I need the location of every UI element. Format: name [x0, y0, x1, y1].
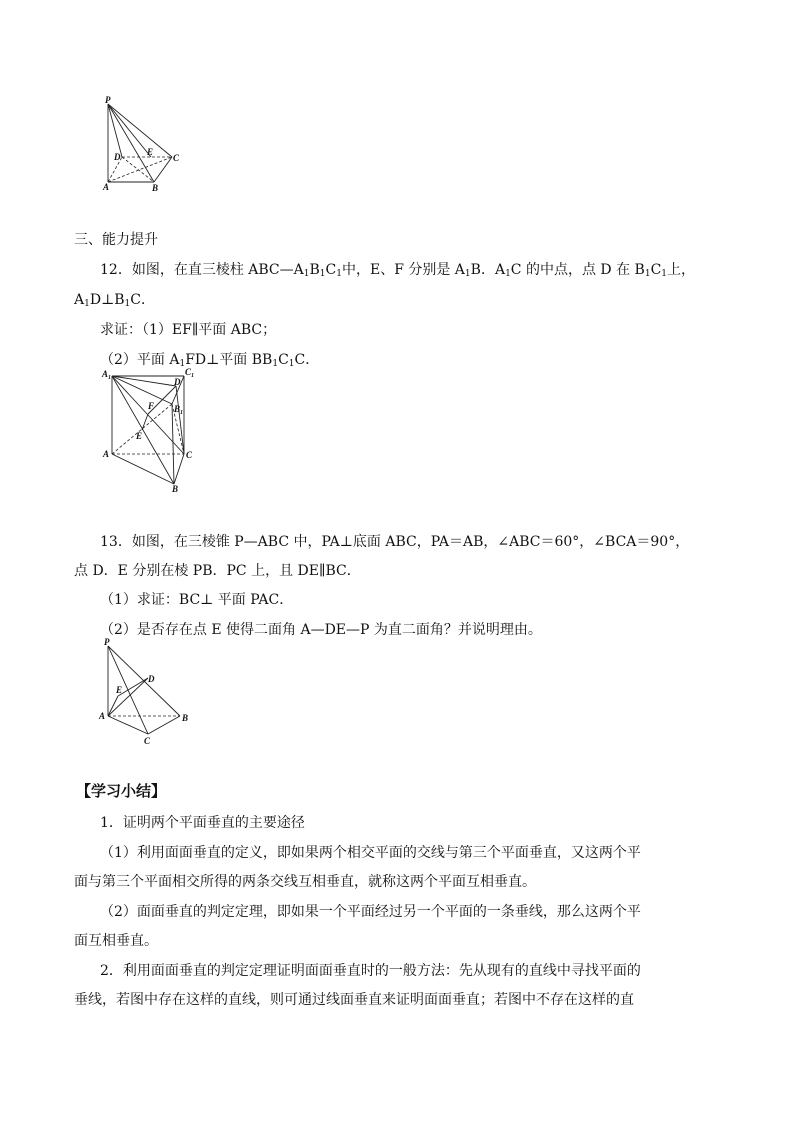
label-C1: $C_1$	[185, 367, 195, 379]
q13-line-1: 13．如图，在三棱锥 P—ABC 中，PA⊥底面 ABC，PA＝AB，∠ABC＝60°，∠BCA＝90°，	[100, 534, 690, 550]
summary-item-2b: 垂线，若图中存在这样的直线，则可通过线面垂直来证明面面垂直；若图中不存在这样的直	[74, 992, 634, 1008]
label-F: F	[148, 401, 155, 411]
label-E: E	[136, 431, 143, 441]
label-A1: $A_1$	[102, 369, 112, 381]
q13-line-2: 点 D．E 分别在棱 PB．PC 上，且 DE∥BC．	[74, 563, 361, 579]
q13-part-1: （1）求证：BC⊥ 平面 PAC．	[100, 592, 294, 608]
q12-proof-1: 求证：（1）EF∥平面 ABC；	[100, 322, 277, 338]
summary-heading: 【学习小结】	[76, 782, 167, 800]
summary-item-1-2a: （2）面面垂直的判定定理，即如果一个平面经过另一个平面的一条垂线，那么这两个平	[100, 904, 641, 920]
label-D: D	[148, 674, 155, 684]
figure-prism	[96, 364, 206, 494]
label-B: B	[152, 183, 159, 193]
figure-pyramid-1	[96, 94, 196, 194]
label-C: C	[144, 736, 151, 746]
label-E: E	[116, 685, 123, 695]
q12-line-1: 12．如图，在直三棱柱 $ABC—A_1B_1C_1$中，E、F 分别是 $A_1B$．$A_1C$ 的中点，点 D 在 $B_1C_1$上，	[100, 262, 696, 279]
label-B1: $B_1$	[174, 404, 184, 416]
label-B: B	[182, 713, 189, 723]
q13-part-2: （2）是否存在点 E 使得二面角 A—DE—P 为直二面角？并说明理由。	[100, 622, 542, 638]
summary-item-2a: 2．利用面面垂直的判定定理证明面面垂直时的一般方法：先从现有的直线中寻找平面的	[100, 963, 641, 979]
q12-proof-2: （2）平面 $A_1FD\perp$平面 $BB_1C_1C$．	[100, 352, 320, 369]
section-title-ability: 三、能力提升	[74, 232, 158, 248]
label-P: P	[105, 95, 111, 105]
label-D: D	[174, 377, 181, 387]
label-E: E	[147, 147, 154, 157]
label-A: A	[99, 711, 106, 721]
label-C: C	[173, 153, 180, 163]
label-D: D	[114, 152, 121, 162]
summary-item-1: 1．证明两个平面垂直的主要途径	[100, 815, 305, 831]
label-A: A	[103, 182, 110, 192]
summary-item-1-1b: 面与第三个平面相交所得的两条交线互相垂直，就称这两个平面互相垂直。	[74, 874, 536, 890]
q12-line-2: $A_1D\perp B_1C$．	[74, 292, 155, 309]
label-P: P	[104, 637, 110, 647]
figure-pyramid-2	[96, 636, 196, 746]
summary-item-1-2b: 面互相垂直。	[74, 933, 158, 949]
summary-item-1-1a: （1）利用面面垂直的定义，即如果两个相交平面的交线与第三个平面垂直，又这两个平	[100, 845, 641, 861]
label-B: B	[172, 484, 179, 494]
label-A: A	[103, 449, 110, 459]
label-C: C	[186, 450, 193, 460]
